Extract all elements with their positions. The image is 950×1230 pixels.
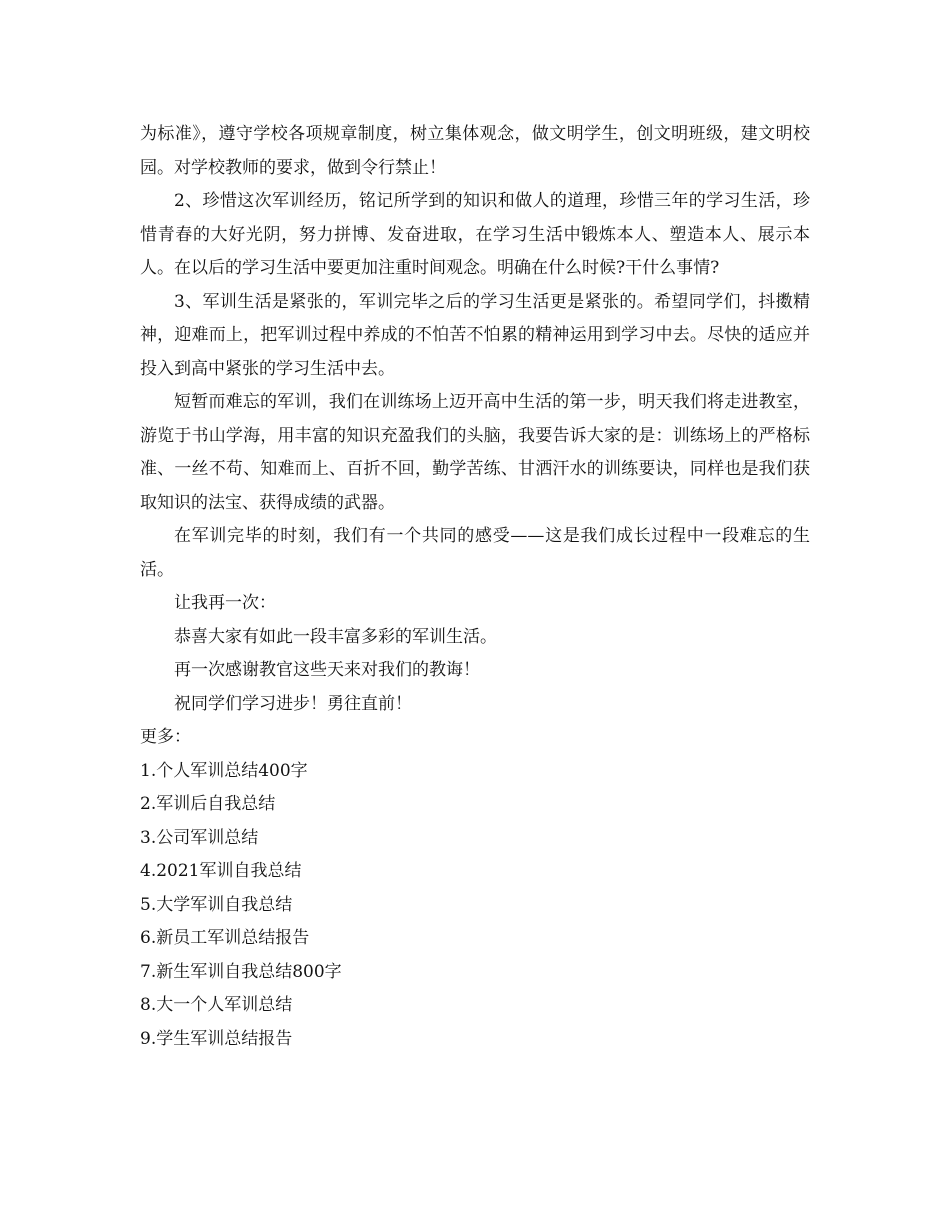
closing-line: 祝同学们学习进步！勇往直前！ xyxy=(174,693,412,714)
closing-line: 恭喜大家有如此一段丰富多彩的军训生活。 xyxy=(174,626,497,647)
more-link-item[interactable]: 1.个人军训总结400字 xyxy=(140,760,308,781)
more-label: 更多： xyxy=(140,727,191,747)
more-links-list xyxy=(140,755,810,1057)
more-link-item[interactable]: 6.新员工军训总结报告 xyxy=(140,928,310,948)
closing-line: 再一次感谢教官这些天来对我们的教诲！ xyxy=(174,660,480,680)
more-link-item[interactable]: 4.2021军训自我总结 xyxy=(140,861,302,881)
more-link-item[interactable]: 9.学生军训总结报告 xyxy=(140,1028,293,1049)
more-link-item[interactable]: 3.公司军训总结 xyxy=(140,827,259,848)
paragraph-point-2: 2、珍惜这次军训经历，铭记所学到的知识和做人的道理，珍惜三年的学习生活，珍惜青春的大好光阴，努力拼博、发奋进取，在学习生活中锻炼本人、塑造本人、展示本人。在以后的学习生活中要更加注重时间观念。明确在什么时候?干什么事情? xyxy=(140,191,810,278)
document-body xyxy=(140,118,810,1056)
paragraph-point-3: 3、军训生活是紧张的，军训完毕之后的学习生活更是紧张的。希望同学们，抖擞精神，迎难而上，把军训过程中养成的不怕苦不怕累的精神运用到学习中去。尽快的适应并投入到高中紧张的学习生活中去。 xyxy=(140,291,810,379)
paragraph-continued: 为标准》，遵守学校各项规章制度，树立集体观念，做文明学生，创文明班级，建文明校园。对学校教师的要求，做到令行禁止！ xyxy=(140,124,810,178)
paragraph-training-reflection: 短暂而难忘的军训，我们在训练场上迈开高中生活的第一步，明天我们将走进教室，游览于书山学海，用丰富的知识充盈我们的头脑，我要告诉大家的是：训练场上的严格标准、一丝不苟、知难而上、百折不回，勤学苦练、甘洒汗水的训练要诀，同样也是我们获取知识的法宝、获得成绩的武器。 xyxy=(140,392,810,513)
paragraph-shared-feeling: 在军训完毕的时刻，我们有一个共同的感受——这是我们成长过程中一段难忘的生活。 xyxy=(140,526,810,580)
closing-line: 让我再一次： xyxy=(174,593,276,613)
more-link-item[interactable]: 8.大一个人军训总结 xyxy=(140,995,293,1015)
more-link-item[interactable]: 7.新生军训自我总结800字 xyxy=(140,961,342,982)
more-link-item[interactable]: 2.军训后自我总结 xyxy=(140,794,276,814)
more-link-item[interactable]: 5.大学军训自我总结 xyxy=(140,894,293,915)
